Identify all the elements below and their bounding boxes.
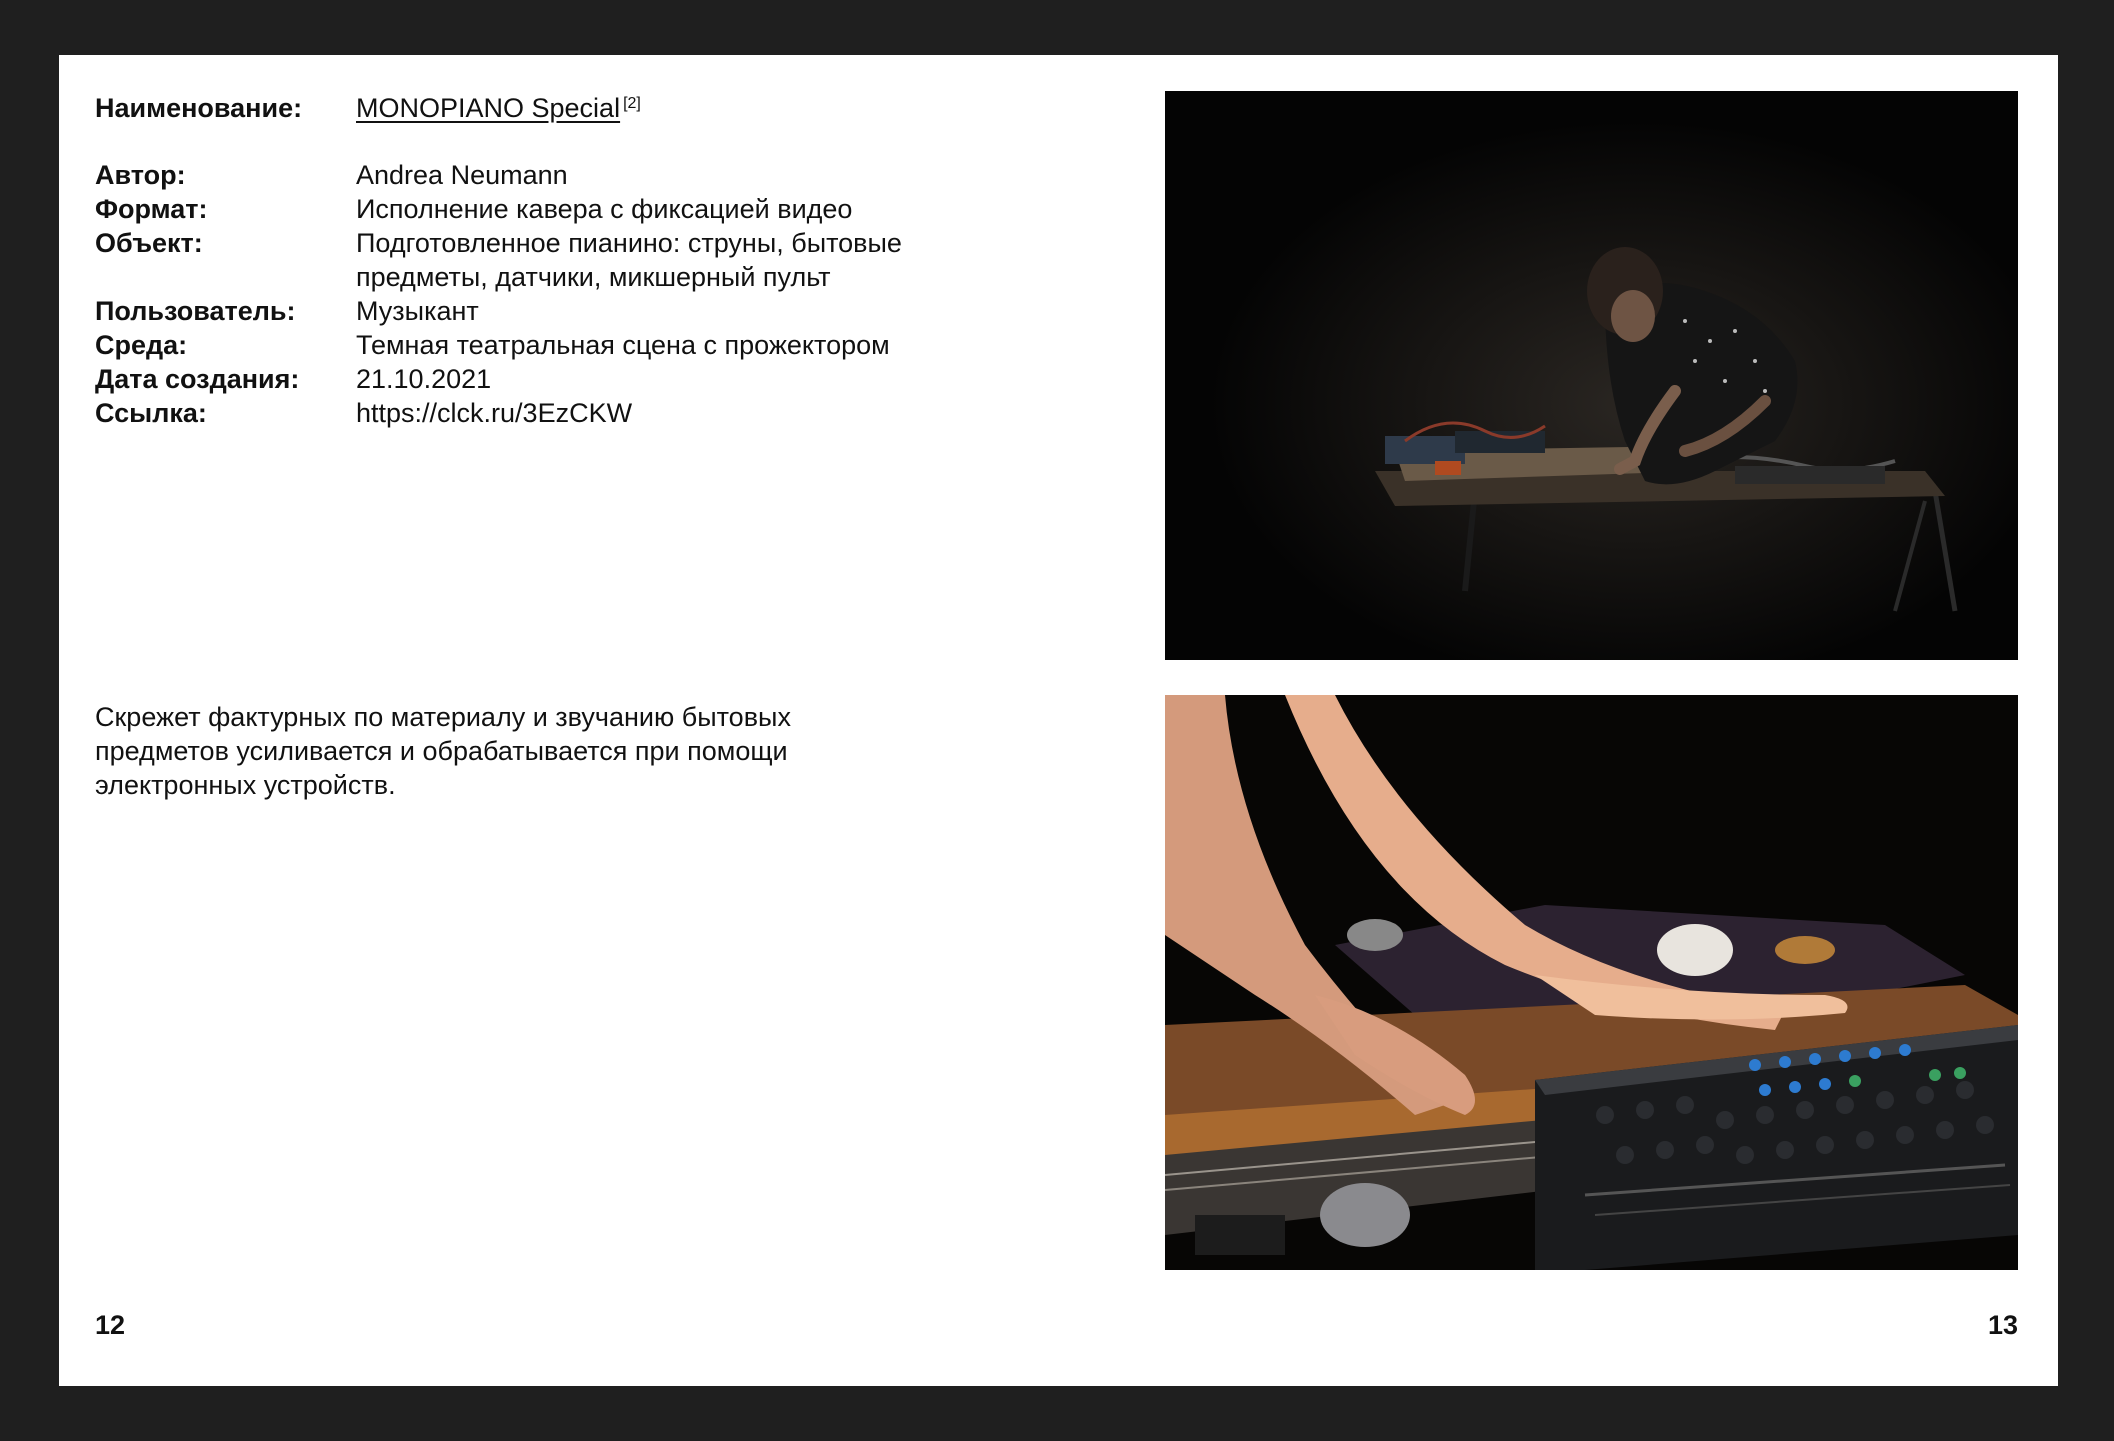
format-value: Исполнение кавера с фиксацией видео — [356, 194, 853, 224]
meta-row-object — [95, 226, 956, 294]
meta-row-user — [95, 294, 956, 328]
link-value[interactable]: https://clck.ru/3EzCKW — [356, 398, 633, 428]
meta-row-date — [95, 362, 956, 396]
environment-label: Среда: — [95, 330, 188, 360]
page-number-right: 13 — [1987, 1310, 2018, 1340]
meta-row-link — [95, 396, 956, 430]
link-label: Ссылка: — [95, 398, 207, 428]
meta-row-name — [95, 91, 956, 125]
name-value — [356, 91, 956, 125]
page-number-left: 12 — [95, 1310, 126, 1340]
hands-mixer-photo — [1165, 695, 2018, 1270]
performance-photo-drawing — [1165, 91, 2018, 660]
performance-photo — [1165, 91, 2018, 660]
author-value: Andrea Neumann — [356, 160, 568, 190]
date-label: Дата создания: — [95, 364, 300, 394]
meta-row-environment — [95, 328, 956, 362]
reference-mark: [2] — [623, 95, 641, 112]
user-value: Музыкант — [356, 296, 479, 326]
user-label: Пользователь: — [95, 296, 296, 326]
title-link[interactable]: MONOPIANO Special — [356, 93, 621, 123]
meta-row-author — [95, 158, 956, 192]
description-text: Скрежет фактурных по материалу и звучанию бытовых предметов усиливается и обрабатывается при помощи электронных устройств. — [95, 702, 791, 800]
object-value: Подготовленное пианино: струны, бытовые предметы, датчики, микшерный пульт — [356, 228, 902, 292]
environment-value: Темная театральная сцена с прожектором — [356, 330, 890, 360]
meta-row-format — [95, 192, 956, 226]
document-spread — [59, 55, 2058, 1386]
metadata-block — [95, 91, 956, 430]
hands-mixer-photo-drawing — [1165, 695, 2018, 1270]
author-label: Автор: — [95, 160, 186, 190]
date-value: 21.10.2021 — [356, 364, 492, 394]
name-label: Наименование: — [95, 93, 303, 123]
format-label: Формат: — [95, 194, 208, 224]
object-label: Объект: — [95, 228, 203, 258]
